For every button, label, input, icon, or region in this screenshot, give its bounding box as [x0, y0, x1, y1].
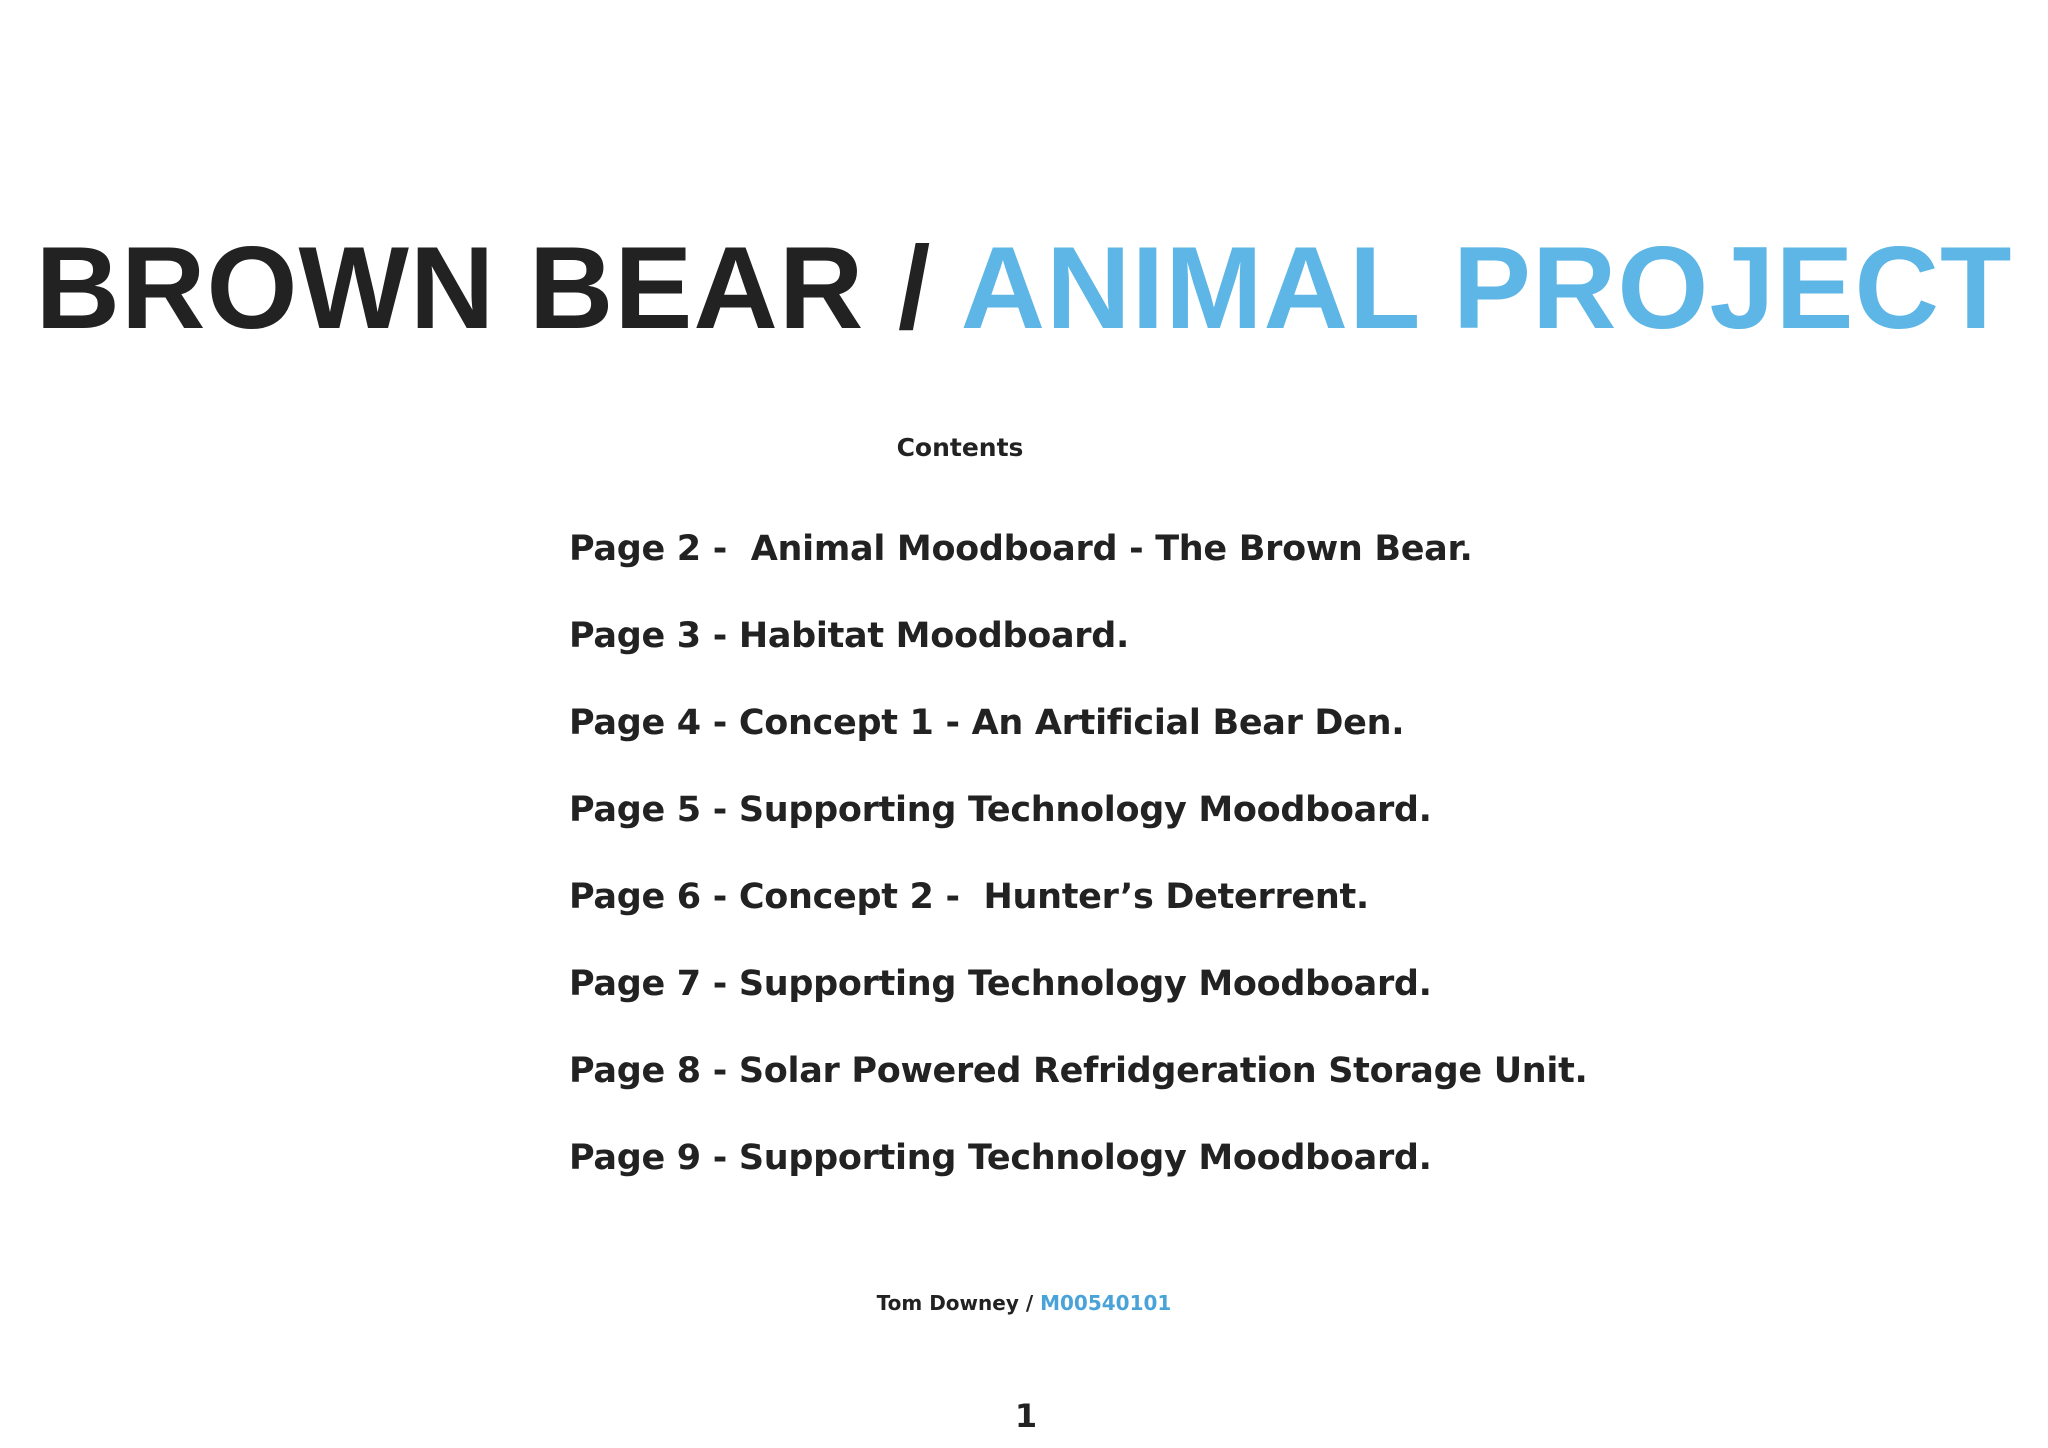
document-title — [0, 218, 2048, 358]
toc-item: Page 5 - Supporting Technology Moodboard. — [569, 790, 1432, 830]
toc-item: Page 8 - Solar Powered Refridgeration Storage Unit. — [569, 1051, 1588, 1091]
toc-item: Page 9 - Supporting Technology Moodboard. — [569, 1138, 1432, 1178]
toc-item: Page 2 - Animal Moodboard - The Brown Bear. — [569, 529, 1473, 569]
author-line — [0, 1290, 2048, 1316]
author-name: Tom Downey / — [876, 1291, 1041, 1315]
toc-item: Page 7 - Supporting Technology Moodboard. — [569, 964, 1432, 1004]
toc-item: Page 3 - Habitat Moodboard. — [569, 616, 1129, 656]
student-id: M00540101 — [1040, 1291, 1172, 1315]
toc-item: Page 4 - Concept 1 - An Artificial Bear Den. — [569, 703, 1405, 743]
contents-heading: Contents — [896, 433, 1024, 462]
title-subject: BROWN BEAR / — [35, 222, 961, 353]
title-project: ANIMAL PROJECT — [960, 222, 2013, 353]
page-number: 1 — [1014, 1397, 1038, 1435]
toc-item: Page 6 - Concept 2 - Hunter’s Deterrent. — [569, 877, 1369, 917]
table-of-contents — [569, 527, 1588, 1223]
